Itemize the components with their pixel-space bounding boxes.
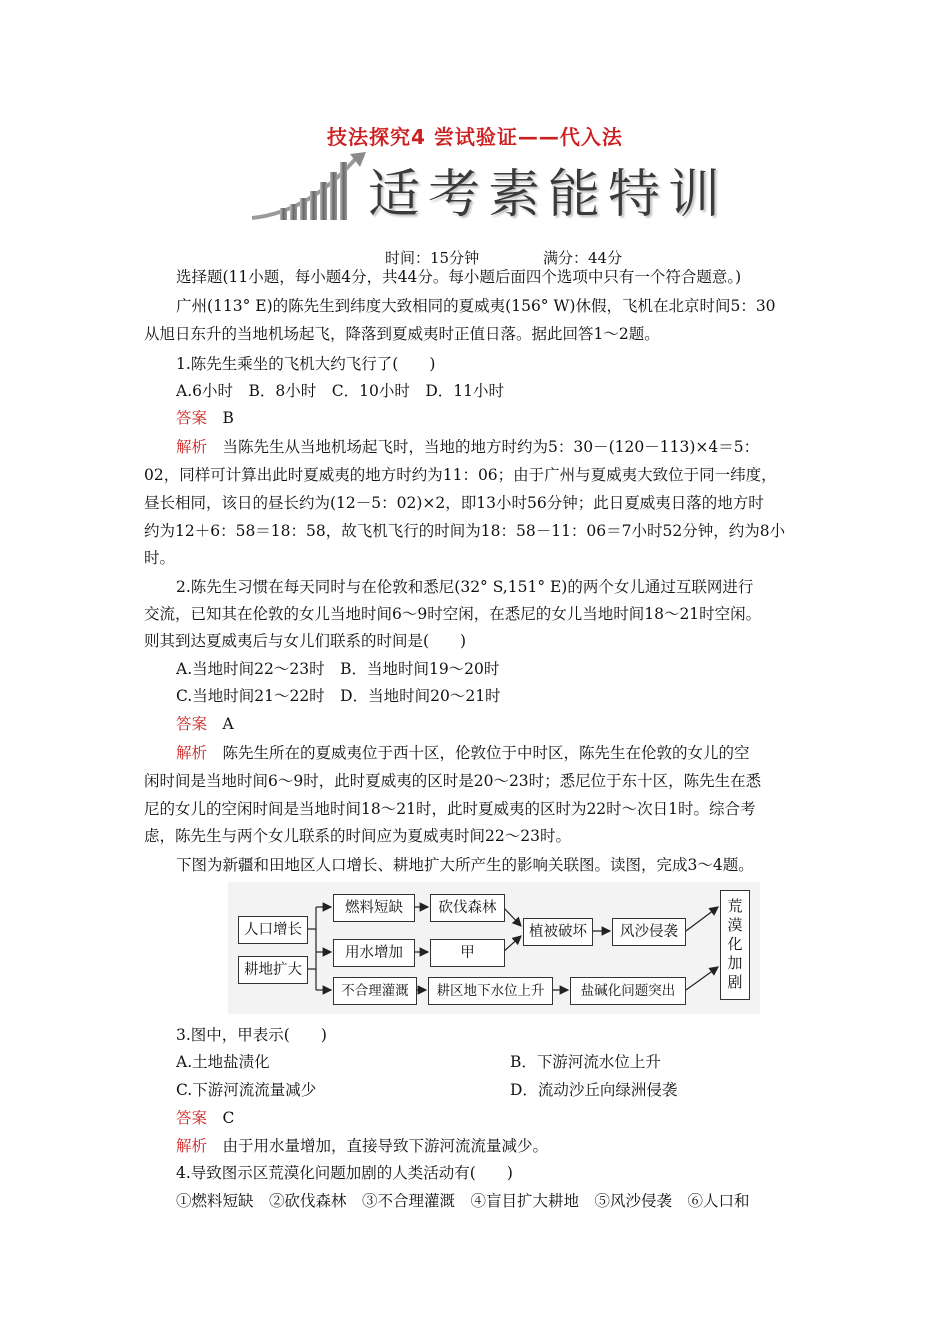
question-3-option-b: B．下游河流水位上升 bbox=[510, 1053, 661, 1071]
growth-chart-icon bbox=[250, 150, 370, 232]
answer-2 bbox=[176, 714, 234, 734]
question-2-options: C.当地时间21～22时 D．当地时间20～21时 bbox=[176, 687, 501, 705]
answer-1 bbox=[176, 408, 234, 428]
question-3-option-d: D．流动沙丘向绿洲侵袭 bbox=[510, 1081, 678, 1099]
node-water-use-increase: 用水增加 bbox=[333, 939, 415, 967]
analysis-1-line: 时。 bbox=[144, 549, 176, 567]
answer-label: 答案 bbox=[176, 715, 208, 733]
node-farmland-expansion: 耕地扩大 bbox=[238, 956, 308, 984]
analysis-2-line: 闲时间是当地时间6～9时，此时夏威夷的区时是20～23时；悉尼位于东十区，陈先生在悉 bbox=[144, 772, 762, 790]
question-2-line: 则其到达夏威夷后与女儿们联系的时间是( ) bbox=[144, 632, 467, 650]
answer-label: 答案 bbox=[176, 1109, 208, 1127]
node-improper-irrigation: 不合理灌溉 bbox=[333, 977, 417, 1005]
analysis-2-line: 尼的女儿的空闲时间是当地时间18～21时，此时夏威夷的区时为22时～次日1时。综合考 bbox=[144, 800, 756, 818]
analysis-label: 解析 bbox=[176, 744, 208, 762]
analysis-3-line: 解析 由于用水量增加，直接导致下游河流流量减少。 bbox=[176, 1137, 549, 1155]
node-deforestation: 砍伐森林 bbox=[430, 894, 505, 922]
question-3-option-c: C.下游河流流量减少 bbox=[176, 1081, 317, 1099]
banner-title: 适考素能特训 bbox=[368, 165, 729, 225]
answer-value: B bbox=[222, 409, 234, 427]
analysis-label: 解析 bbox=[176, 438, 208, 456]
answer-label: 答案 bbox=[176, 409, 208, 427]
node-population-growth: 人口增长 bbox=[238, 916, 308, 944]
node-jia: 甲 bbox=[430, 939, 505, 967]
analysis-2-line: 解析 陈先生所在的夏威夷位于西十区，伦敦位于中时区，陈先生在伦敦的女儿的空 bbox=[176, 744, 750, 762]
question-1-options: A.6小时 B．8小时 C．10小时 D．11小时 bbox=[176, 382, 504, 400]
time-limit: 时间：15分钟 bbox=[385, 249, 480, 267]
node-sand-invasion: 风沙侵袭 bbox=[612, 918, 686, 946]
passage-line: 广州(113° E)的陈先生到纬度大致相同的夏威夷(156° W)休假，飞机在北京时间5：30 bbox=[176, 297, 776, 315]
analysis-label: 解析 bbox=[176, 1137, 208, 1155]
analysis-1-line: 昼长相同，该日的昼长约为(12－5：02)×2，即13小时56分钟；此日夏威夷日落的地方时 bbox=[144, 494, 764, 512]
question-3-option-a: A.土地盐渍化 bbox=[176, 1053, 270, 1071]
page-title: 技法探究4 尝试验证——代入法 bbox=[327, 125, 623, 149]
full-score: 满分：44分 bbox=[543, 249, 623, 267]
question-3: 3.图中，甲表示( ) bbox=[176, 1026, 327, 1044]
analysis-1-line: 02，同样可计算出此时夏威夷的地方时约为11：06；由于广州与夏威夷大致位于同一纬度， bbox=[144, 466, 777, 484]
passage-line: 从旭日东升的当地机场起飞，降落到夏威夷时正值日落。据此回答1～2题。 bbox=[144, 325, 660, 343]
answer-value: C bbox=[222, 1109, 235, 1127]
question-1: 1.陈先生乘坐的飞机大约飞行了( ) bbox=[176, 355, 436, 373]
answer-value: A bbox=[222, 715, 234, 733]
question-2-options: A.当地时间22～23时 B．当地时间19～20时 bbox=[176, 660, 500, 678]
node-fuel-shortage: 燃料短缺 bbox=[333, 894, 415, 922]
section-instruction: 选择题(11小题，每小题4分，共44分。每小题后面四个选项中只有一个符合题意。) bbox=[176, 268, 742, 286]
node-groundwater-rise: 耕区地下水位上升 bbox=[428, 977, 553, 1005]
relation-diagram bbox=[228, 882, 760, 1014]
question-2: 2.陈先生习惯在每天同时与在伦敦和悉尼(32° S,151° E)的两个女儿通过互联网进行 bbox=[176, 578, 754, 596]
node-desertification: 荒 漠 化 加 剧 bbox=[720, 890, 750, 1000]
analysis-1-line: 约为12＋6：58＝18：58，故飞机飞行的时间为18：58－11：06＝7小时52分钟，约为8小 bbox=[144, 522, 786, 540]
section-banner bbox=[250, 150, 729, 232]
node-vegetation-damage: 植被破坏 bbox=[523, 918, 593, 946]
passage-line: 下图为新疆和田地区人口增长、耕地扩大所产生的影响关联图。读图，完成3～4题。 bbox=[176, 856, 754, 874]
answer-3 bbox=[176, 1108, 234, 1128]
question-4: 4.导致图示区荒漠化问题加剧的人类活动有( ) bbox=[176, 1164, 513, 1182]
analysis-2-line: 虑，陈先生与两个女儿联系的时间应为夏威夷时间22～23时。 bbox=[144, 827, 571, 845]
question-4-items: ①燃料短缺 ②砍伐森林 ③不合理灌溉 ④盲目扩大耕地 ⑤风沙侵袭 ⑥人口和 bbox=[176, 1192, 750, 1210]
analysis-1-line: 解析 当陈先生从当地机场起飞时，当地的地方时约为5：30－(120－113)×4＝5： bbox=[176, 438, 760, 456]
node-salinization: 盐碱化问题突出 bbox=[570, 977, 686, 1005]
question-2-line: 交流，已知其在伦敦的女儿当地时间6～9时空闲，在悉尼的女儿当地时间18～21时空闲。 bbox=[144, 605, 762, 623]
